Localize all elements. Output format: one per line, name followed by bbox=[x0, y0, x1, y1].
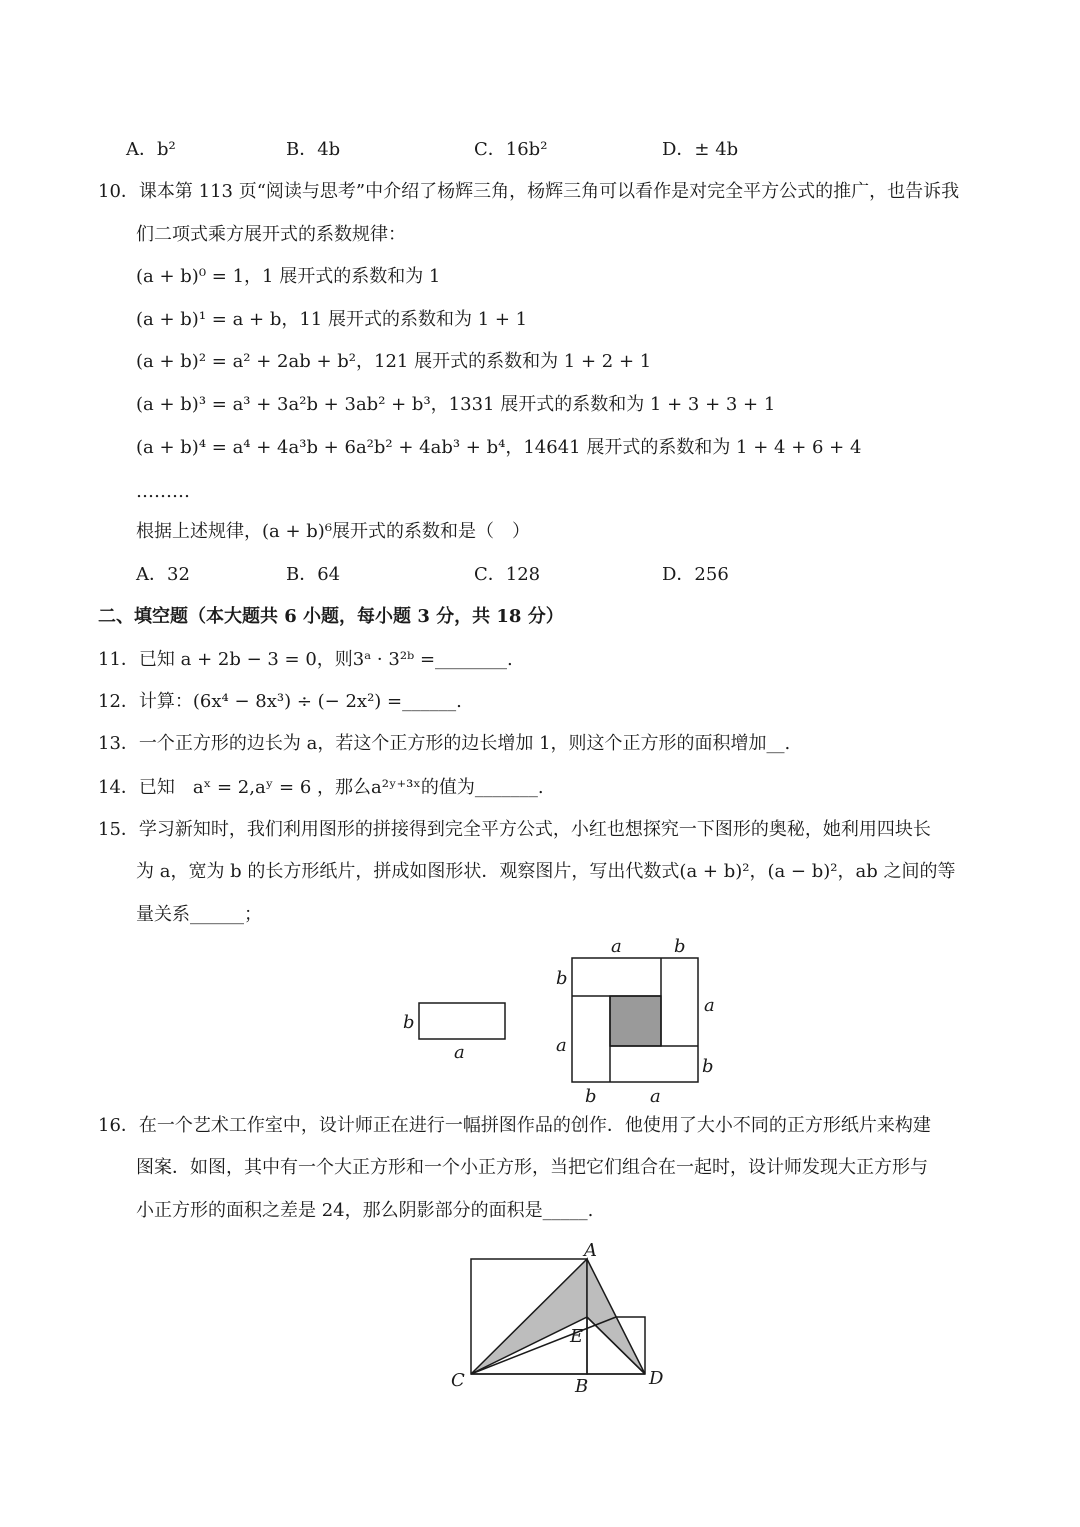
q9-option-c: C．16b² bbox=[474, 139, 548, 160]
q15-small-rect bbox=[419, 1003, 505, 1039]
q15-shaded-square bbox=[610, 996, 661, 1046]
q10-option-a: A．32 bbox=[136, 564, 190, 585]
q15-line2: 为 a，宽为 b 的长方形纸片，拼成如图形状．观察图片，写出代数式(a + b)²，(a − b)²，ab 之间的等 bbox=[136, 861, 956, 882]
q16-label-e: E bbox=[570, 1326, 584, 1347]
q16-line3: 小正方形的面积之差是 24，那么阴影部分的面积是_____. bbox=[136, 1200, 594, 1221]
q10-eq1: (a + b)¹ = a + b，11 展开式的系数和为 1 + 1 bbox=[136, 309, 528, 330]
q10-option-c: C．128 bbox=[474, 564, 541, 585]
q14: 14．已知 aˣ = 2,aʸ = 6 ，那么a²ʸ⁺³ˣ的值为_______. bbox=[98, 777, 544, 798]
q15-label-bottom-b: b bbox=[585, 1086, 597, 1107]
q16-label-a: A bbox=[584, 1240, 597, 1261]
q16-line1: 16．在一个艺术工作室中，设计师正在进行一幅拼图作品的创作．他使用了大小不同的正方形纸片来构建 bbox=[98, 1115, 931, 1136]
q10-eq0: (a + b)⁰ = 1，1 展开式的系数和为 1 bbox=[136, 266, 441, 287]
q15-label-top-b: b bbox=[674, 936, 686, 957]
q15-label-right-b: b bbox=[702, 1056, 714, 1077]
q10-eq4: (a + b)⁴ = a⁴ + 4a³b + 6a²b² + 4ab³ + b⁴，14641 展开式的系数和为 1 + 4 + 6 + 4 bbox=[136, 437, 862, 458]
q16-line2: 图案．如图，其中有一个大正方形和一个小正方形，当把它们组合在一起时，设计师发现大正方形与 bbox=[136, 1157, 928, 1178]
q16-shaded-left bbox=[471, 1259, 587, 1374]
q9-option-b: B．4b bbox=[286, 139, 341, 160]
q15-line3: 量关系______； bbox=[136, 904, 262, 925]
section2-title: 二、填空题（本大题共 6 小题，每小题 3 分，共 18 分） bbox=[98, 606, 564, 627]
q15-small-label-b: b bbox=[403, 1012, 415, 1033]
q10-option-d: D．256 bbox=[662, 564, 729, 585]
q15-label-top-a: a bbox=[611, 936, 622, 957]
q10-line1: 10．课本第 113 页“阅读与思考”中介绍了杨辉三角，杨辉三角可以看作是对完全平方公式的推广，也告诉我 bbox=[98, 181, 960, 202]
q10-dots: ……… bbox=[136, 481, 190, 502]
q10-eq3: (a + b)³ = a³ + 3a²b + 3ab² + b³，1331 展开式的系数和为 1 + 3 + 3 + 1 bbox=[136, 394, 776, 415]
q16-label-c: C bbox=[451, 1370, 465, 1391]
q15-label-left-b: b bbox=[556, 968, 568, 989]
q10-line2: 们二项式乘方展开式的系数规律： bbox=[136, 224, 406, 245]
q13: 13．一个正方形的边长为 a，若这个正方形的边长增加 1，则这个正方形的面积增加__. bbox=[98, 733, 791, 754]
q15-small-label-a: a bbox=[454, 1042, 465, 1063]
q10-eq2: (a + b)² = a² + 2ab + b²，121 展开式的系数和为 1 + 2 + 1 bbox=[136, 351, 652, 372]
q15-label-right-a: a bbox=[704, 995, 715, 1016]
q10-option-b: B．64 bbox=[286, 564, 341, 585]
q15-label-left-a: a bbox=[556, 1035, 567, 1056]
q16-label-d: D bbox=[649, 1368, 664, 1389]
q15-line1: 15．学习新知时，我们利用图形的拼接得到完全平方公式，小红也想探究一下图形的奥秘，她利用四块长 bbox=[98, 819, 931, 840]
q9-option-a: A．b² bbox=[126, 139, 176, 160]
q11: 11．已知 a + 2b − 3 = 0，则3ᵃ · 3²ᵇ =________. bbox=[98, 649, 513, 670]
q9-option-d: D．± 4b bbox=[662, 139, 739, 160]
q16-label-b: B bbox=[575, 1376, 589, 1397]
q10-question: 根据上述规律，(a + b)⁶展开式的系数和是（ ） bbox=[136, 521, 531, 542]
q12: 12．计算：(6x⁴ − 8x³) ÷ (− 2x²) =______. bbox=[98, 691, 462, 712]
q15-label-bottom-a: a bbox=[650, 1086, 661, 1107]
